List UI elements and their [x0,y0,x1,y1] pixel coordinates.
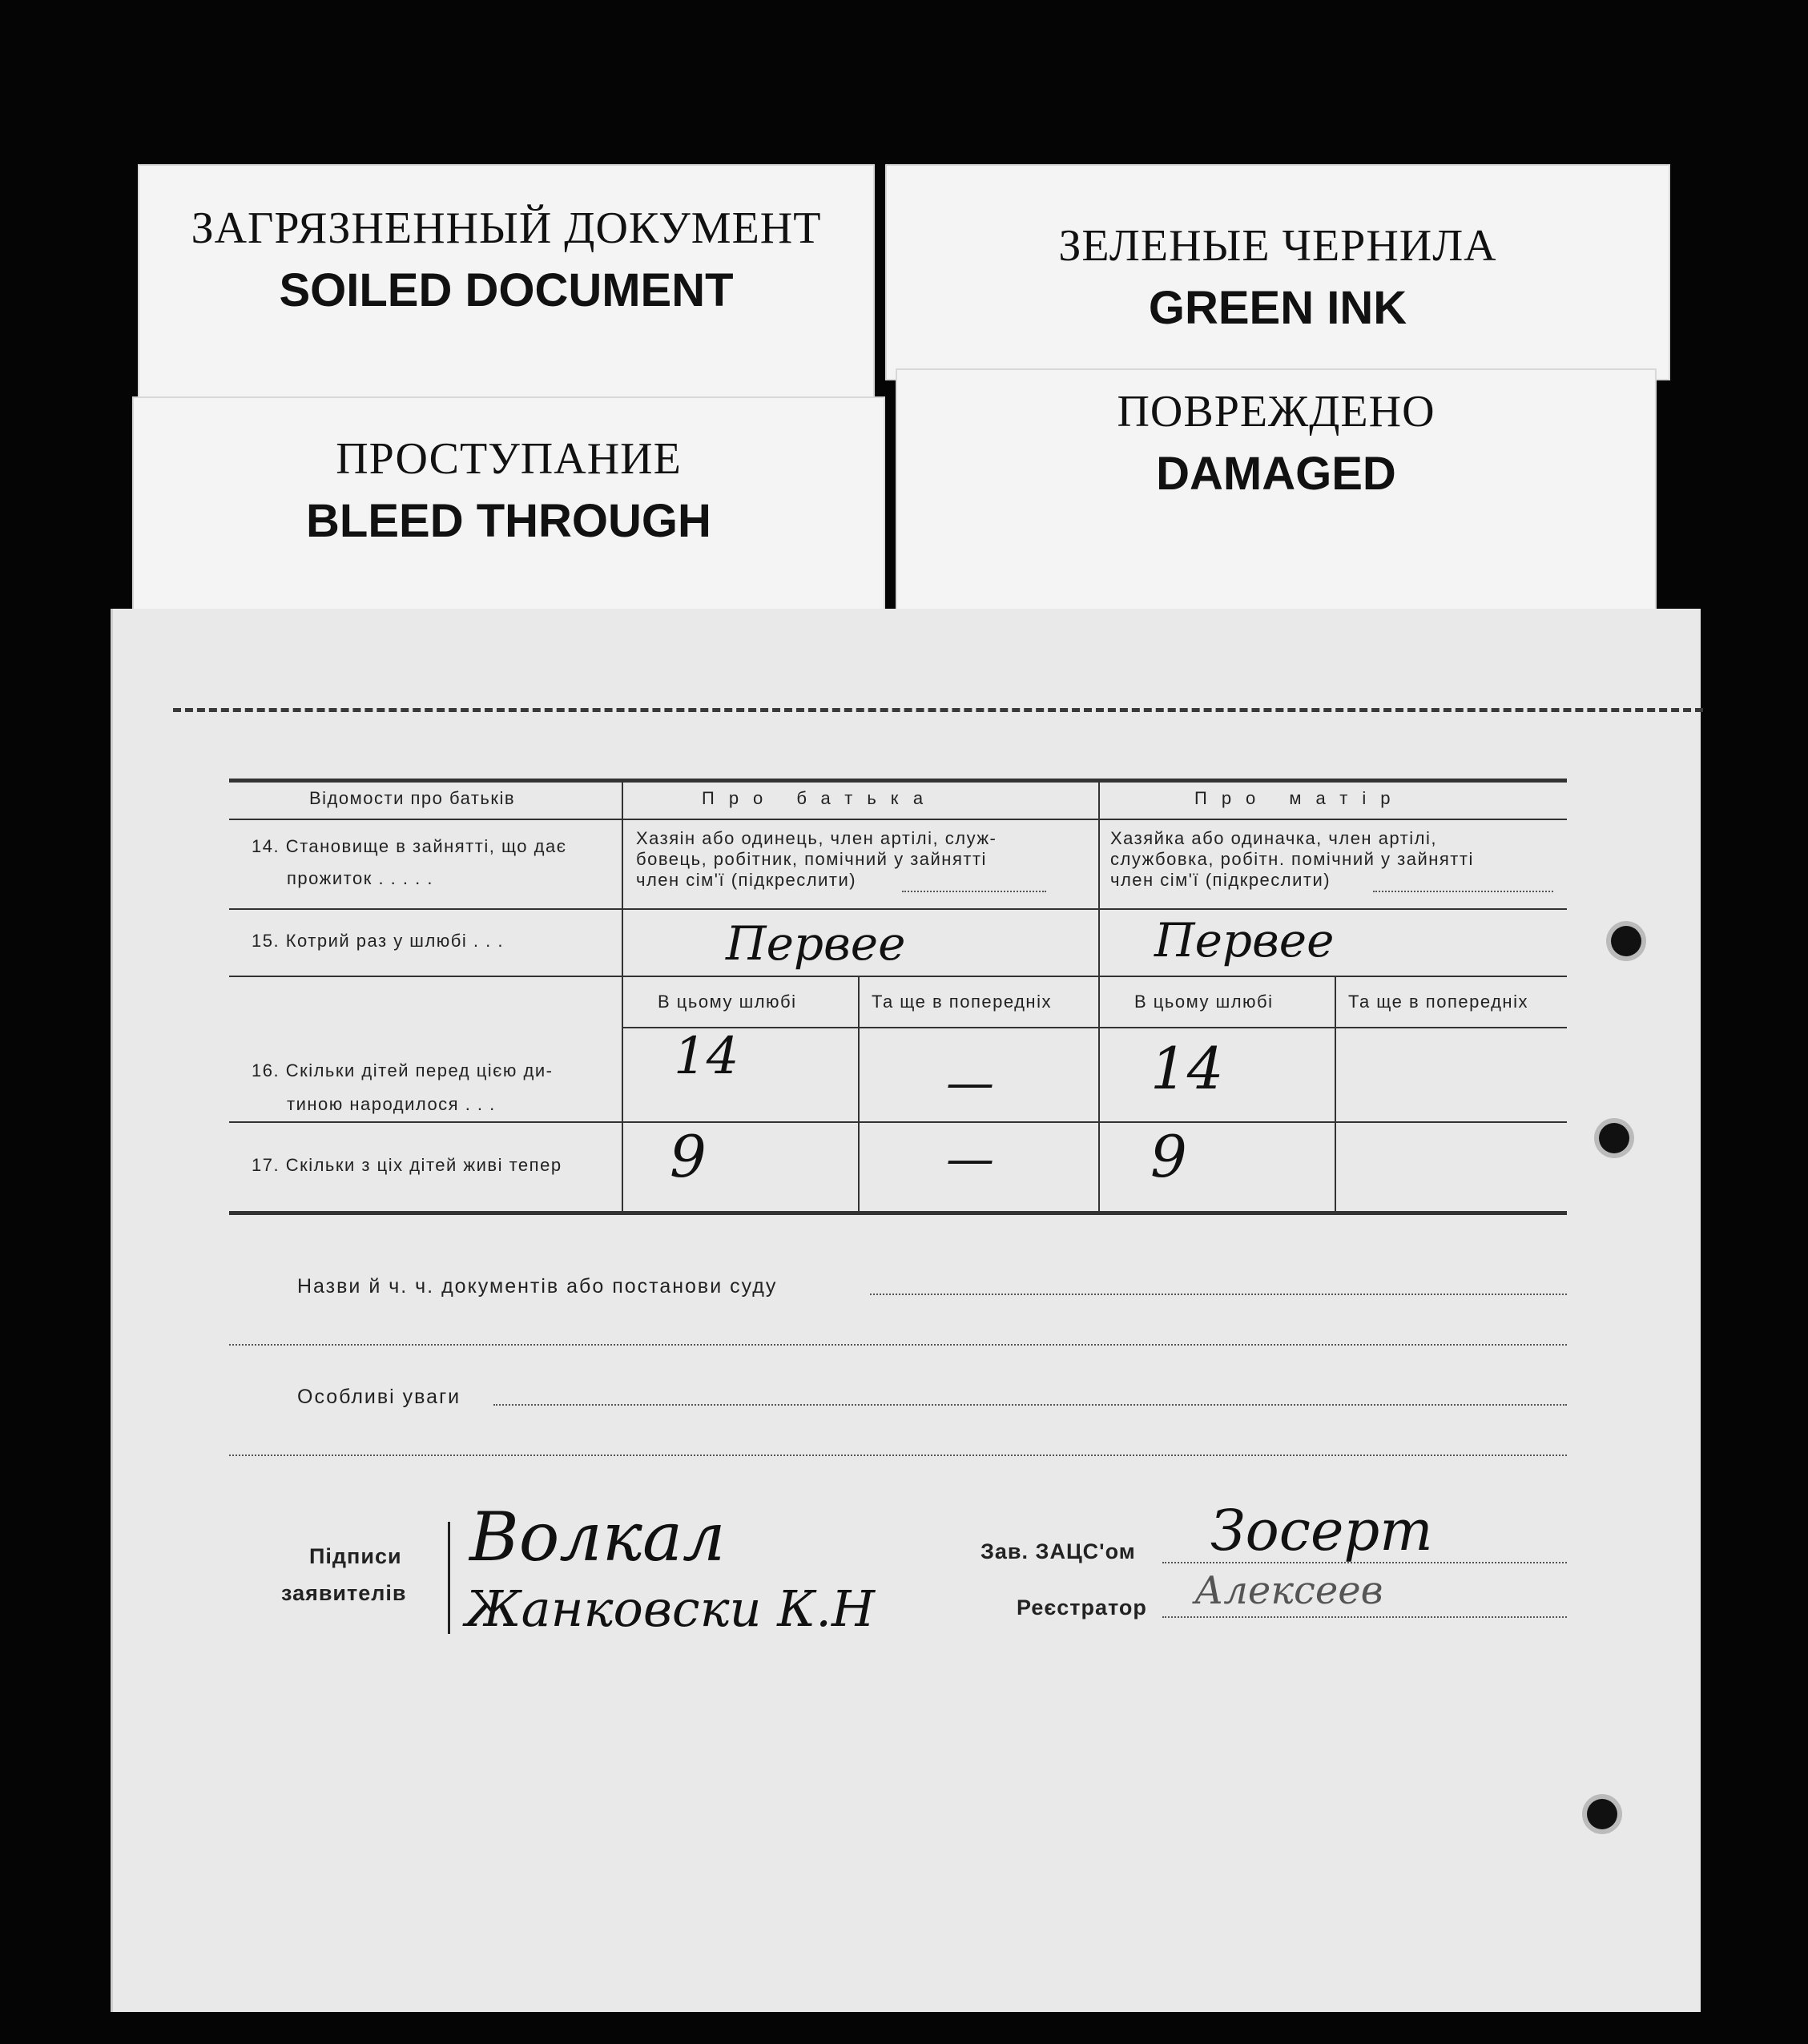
registrar-label: Реєстратор [1017,1595,1147,1620]
registrar-signature: Алексеев [1194,1568,1383,1613]
card-soiled-document [138,164,875,404]
card-green-ink-ru: ЗЕЛЕНЫЕ ЧЕРНИЛА [1058,221,1497,271]
card-bleed-through [132,396,885,621]
row15-father-value: Первее [726,916,906,971]
punch-hole [1599,1123,1629,1153]
row14-father-2: бовець, робітник, помічний у зайнятті [636,849,987,869]
row14-mother-2: службовка, робітн. помічний у зайнятті [1110,849,1474,869]
card-damaged-en: DAMAGED [1156,448,1396,500]
documents-label: Назви й ч. ч. документів або постанови суду [297,1275,778,1298]
subheader-father-prev: Та ще в попередніх [872,992,1052,1012]
signatures-label-2: заявителів [281,1581,407,1605]
row16-mother-this: 14 [1150,1035,1224,1102]
row14-label-2: прожиток . . . . . [287,868,433,888]
row16-father-this: 14 [674,1027,739,1086]
punch-hole [1587,1799,1617,1829]
subheader-father-this: В цьому шлюбі [658,992,797,1012]
row14-father-3: член сім'ї (підкреслити) [636,870,857,890]
head-signature: Зосерт [1210,1498,1433,1563]
head-label: Зав. ЗАЦС'ом [981,1539,1136,1563]
card-green-ink [885,164,1670,380]
row17-mother-this: 9 [1150,1123,1187,1190]
tear-line [173,708,1703,712]
row14-label-1: 14. Становище в зайнятті, що дає [252,836,567,856]
row15-label: 15. Котрий раз у шлюбі . . . [252,931,504,951]
row14-father-1: Хазяін або одинець, член артілі, служ- [636,828,997,848]
subheader-mother-this: В цьому шлюбі [1134,992,1274,1012]
row14-mother-1: Хазяйка або одиначка, член артілі, [1110,828,1437,848]
row15-mother-value: Первее [1154,913,1335,968]
form-sheet [111,609,1701,2012]
card-damaged [896,368,1657,617]
card-damaged-ru: ПОВРЕЖДЕНО [1117,387,1436,437]
row17-father-this: 9 [670,1123,707,1190]
row16-father-prev: — [946,1055,994,1111]
punch-hole [1611,926,1641,956]
signature-1: Волкал [469,1498,726,1576]
card-soiled-en: SOILED DOCUMENT [279,264,734,316]
notes-label: Особливі уваги [297,1386,461,1408]
parents-table [229,779,1567,1211]
row17-label: 17. Скільки з ціх дітей живі тепер [252,1155,562,1175]
card-bleed-en: BLEED THROUGH [306,495,711,547]
card-bleed-ru: ПРОСТУПАНИЕ [336,434,682,484]
signatures-label-1: Підписи [309,1544,402,1568]
header-mother: Про матір [1194,788,1405,808]
signature-2: Жанковски К.Н [465,1579,876,1638]
card-soiled-ru: ЗАГРЯЗНЕННЫЙ ДОКУМЕНТ [191,203,822,253]
row17-father-prev: — [946,1131,994,1187]
header-father: Про батька [702,788,938,808]
row14-mother-3: член сім'ї (підкреслити) [1110,870,1331,890]
row16-label-1: 16. Скільки дітей перед цією ди- [252,1060,554,1080]
row16-label-2: тиною народилося . . . [287,1094,496,1114]
card-green-ink-en: GREEN INK [1148,282,1407,334]
header-parents-info: Відомости про батьків [309,788,516,808]
subheader-mother-prev: Та ще в попередніх [1348,992,1528,1012]
